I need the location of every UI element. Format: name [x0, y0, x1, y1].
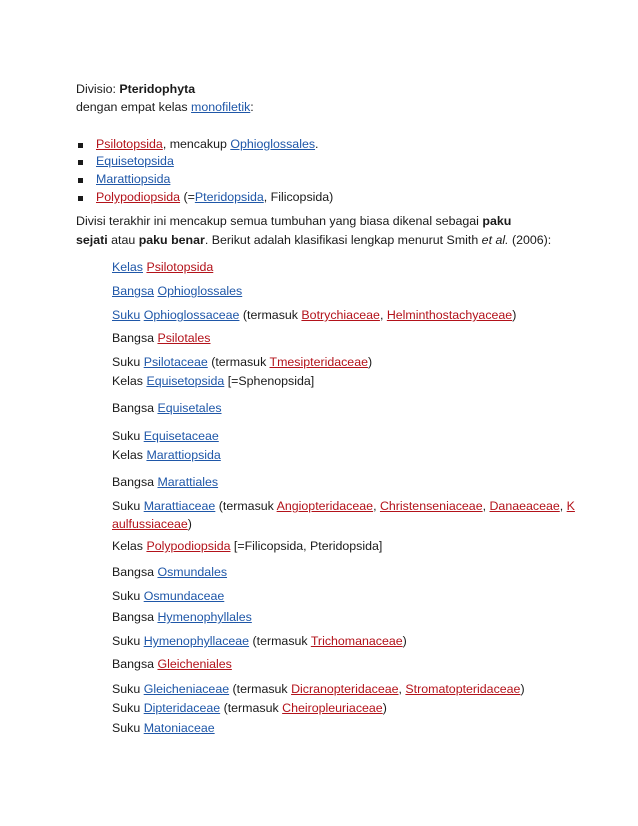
taxonomy-row	[112, 682, 525, 697]
taxonomy-text: Suku	[112, 634, 144, 648]
paragraph-text: Divisi terakhir ini mencakup semua tumbuhan yang biasa dikenal sebagai	[76, 214, 483, 228]
paragraph-bold: paku	[482, 214, 512, 228]
taxonomy-row	[112, 448, 221, 463]
taxonomy-text: ,	[379, 308, 387, 322]
intro-line	[76, 100, 254, 115]
taxonomy-row	[112, 401, 222, 416]
taxonomy-row	[112, 565, 227, 580]
taxon-link[interactable]: Helminthostachyaceae	[386, 308, 513, 322]
divisio-label: Divisio:	[76, 82, 120, 96]
taxonomy-text: (termasuk	[249, 634, 311, 648]
taxonomy-text: )	[520, 682, 525, 696]
marattiopsida-link[interactable]: Marattiopsida	[96, 172, 171, 186]
taxonomy-text: ,	[482, 499, 490, 513]
intro-prefix: dengan empat kelas	[76, 100, 192, 114]
taxon-link[interactable]: Danaeaceae	[489, 499, 560, 513]
psilotopsida-link[interactable]: Psilotopsida	[96, 137, 163, 151]
taxon-link[interactable]: Ophioglossales	[157, 284, 243, 298]
taxonomy-text: (termasuk	[220, 701, 283, 715]
taxon-link[interactable]: Ophioglossaceae	[143, 308, 240, 322]
paragraph-line-2	[76, 233, 551, 248]
taxonomy-text: )	[367, 355, 373, 369]
taxon-link[interactable]: Gleicheniaceae	[143, 682, 230, 696]
taxon-link[interactable]: Equisetales	[157, 401, 222, 415]
polypodiopsida-link[interactable]: Polypodiopsida	[96, 190, 181, 204]
taxon-link[interactable]: Polypodiopsida	[146, 539, 231, 553]
taxon-link[interactable]: Marattiales	[157, 475, 219, 489]
taxonomy-text: (termasuk	[207, 355, 270, 369]
taxonomy-row	[112, 260, 213, 275]
bangsa-link[interactable]: Bangsa	[112, 284, 155, 298]
taxon-link[interactable]: Dicranopteridaceae	[291, 682, 399, 696]
list-item	[96, 190, 333, 205]
taxon-link[interactable]: Psilotopsida	[146, 260, 214, 274]
taxon-link[interactable]: K	[566, 499, 575, 513]
monofiletik-link[interactable]: monofiletik	[191, 100, 251, 114]
list-item	[96, 154, 174, 169]
taxonomy-text: [=Sphenopsida]	[224, 374, 315, 388]
taxon-link[interactable]: Psilotaceae	[143, 355, 208, 369]
list-item-text: , mencakup	[162, 137, 231, 151]
taxon-link[interactable]: Equisetopsida	[146, 374, 225, 388]
taxonomy-row	[112, 429, 219, 444]
taxonomy-row	[112, 701, 387, 716]
taxon-link[interactable]: aulfussiaceae	[112, 517, 188, 531]
taxonomy-row	[112, 539, 382, 554]
taxon-link[interactable]: Hymenophyllales	[157, 610, 252, 624]
taxon-link[interactable]: Matoniaceae	[143, 721, 215, 735]
taxonomy-row	[112, 308, 516, 323]
list-item-text: (=	[180, 190, 195, 204]
taxonomy-row	[112, 657, 232, 672]
taxonomy-text: Suku	[112, 701, 144, 715]
paragraph-text: . Berikut adalah klasifikasi lengkap menurut Smith	[204, 233, 482, 247]
taxonomy-text: Bangsa	[112, 401, 158, 415]
taxon-link[interactable]: Marattiopsida	[146, 448, 221, 462]
taxon-link[interactable]: Equisetaceae	[143, 429, 219, 443]
taxonomy-text: (termasuk	[215, 499, 277, 513]
taxonomy-text: )	[402, 634, 407, 648]
taxonomy-text: (termasuk	[239, 308, 302, 322]
taxonomy-row	[112, 374, 314, 389]
bullet-icon	[78, 196, 83, 201]
taxon-link[interactable]: Christenseniaceae	[379, 499, 483, 513]
taxon-link[interactable]: Stromatopteridaceae	[405, 682, 521, 696]
list-item-text: .	[315, 137, 319, 151]
paragraph-line-1	[76, 214, 511, 229]
taxonomy-text: Kelas	[112, 448, 147, 462]
taxon-link[interactable]: Dipteridaceae	[143, 701, 221, 715]
kelas-link[interactable]: Kelas	[112, 260, 143, 274]
taxonomy-text: Bangsa	[112, 331, 158, 345]
taxon-link[interactable]: Tmesipteridaceae	[269, 355, 368, 369]
taxonomy-row	[112, 721, 215, 736]
divisio-name: Pteridophyta	[119, 82, 196, 96]
taxonomy-text: Kelas	[112, 539, 147, 553]
paragraph-italic: et al.	[481, 233, 509, 247]
taxonomy-text: Bangsa	[112, 475, 158, 489]
divisio-line	[76, 82, 195, 97]
taxon-link[interactable]: Angiopteridaceae	[276, 499, 374, 513]
taxonomy-text: ,	[398, 682, 406, 696]
taxonomy-text: (termasuk	[229, 682, 292, 696]
ophioglossales-link[interactable]: Ophioglossales	[230, 137, 316, 151]
taxonomy-text: Bangsa	[112, 657, 158, 671]
taxonomy-text: )	[187, 517, 192, 531]
paragraph-bold: paku benar	[138, 233, 205, 247]
taxonomy-text: Bangsa	[112, 565, 158, 579]
taxon-link[interactable]: Marattiaceae	[143, 499, 216, 513]
taxonomy-text: )	[382, 701, 387, 715]
taxon-link[interactable]: Psilotales	[157, 331, 211, 345]
list-item-text: , Filicopsida)	[263, 190, 334, 204]
taxonomy-text: Kelas	[112, 374, 147, 388]
taxon-link[interactable]: Osmundaceae	[143, 589, 225, 603]
taxonomy-text: [=Filicopsida, Pteridopsida]	[230, 539, 383, 553]
intro-suffix: :	[250, 100, 254, 114]
taxonomy-row	[112, 610, 252, 625]
bullet-icon	[78, 178, 83, 183]
taxonomy-row	[112, 634, 407, 649]
taxonomy-text: Bangsa	[112, 610, 158, 624]
taxonomy-text: ,	[373, 499, 380, 513]
pteridopsida-link[interactable]: Pteridopsida	[194, 190, 264, 204]
paragraph-bold: sejati	[76, 233, 108, 247]
taxonomy-text: Suku	[112, 721, 144, 735]
taxonomy-text: Suku	[112, 589, 144, 603]
taxon-link[interactable]: Osmundales	[157, 565, 228, 579]
taxon-link[interactable]: Trichomanaceae	[310, 634, 403, 648]
taxon-link[interactable]: Gleicheniales	[157, 657, 232, 671]
taxonomy-row	[112, 517, 192, 532]
taxonomy-text: Suku	[112, 429, 144, 443]
taxonomy-row	[112, 331, 211, 346]
taxon-link[interactable]: Botrychiaceae	[301, 308, 380, 322]
paragraph-text: (2006):	[508, 233, 552, 247]
taxonomy-row	[112, 475, 218, 490]
taxonomy-text: ,	[559, 499, 567, 513]
bullet-icon	[78, 160, 83, 165]
taxonomy-text: Suku	[112, 499, 144, 513]
taxon-link[interactable]: Hymenophyllaceae	[143, 634, 250, 648]
bullet-icon	[78, 143, 83, 148]
taxon-link[interactable]: Cheiropleuriaceae	[282, 701, 383, 715]
equisetopsida-link[interactable]: Equisetopsida	[96, 154, 174, 168]
taxonomy-row	[112, 589, 224, 604]
taxonomy-row	[112, 499, 575, 514]
taxonomy-row	[112, 284, 242, 299]
taxonomy-text: Suku	[112, 355, 144, 369]
taxonomy-text: )	[512, 308, 517, 322]
list-item	[96, 172, 170, 187]
suku-link[interactable]: Suku	[112, 308, 141, 322]
taxonomy-text: Suku	[112, 682, 144, 696]
list-item	[96, 137, 319, 152]
taxonomy-row	[112, 355, 372, 370]
paragraph-text: atau	[107, 233, 139, 247]
